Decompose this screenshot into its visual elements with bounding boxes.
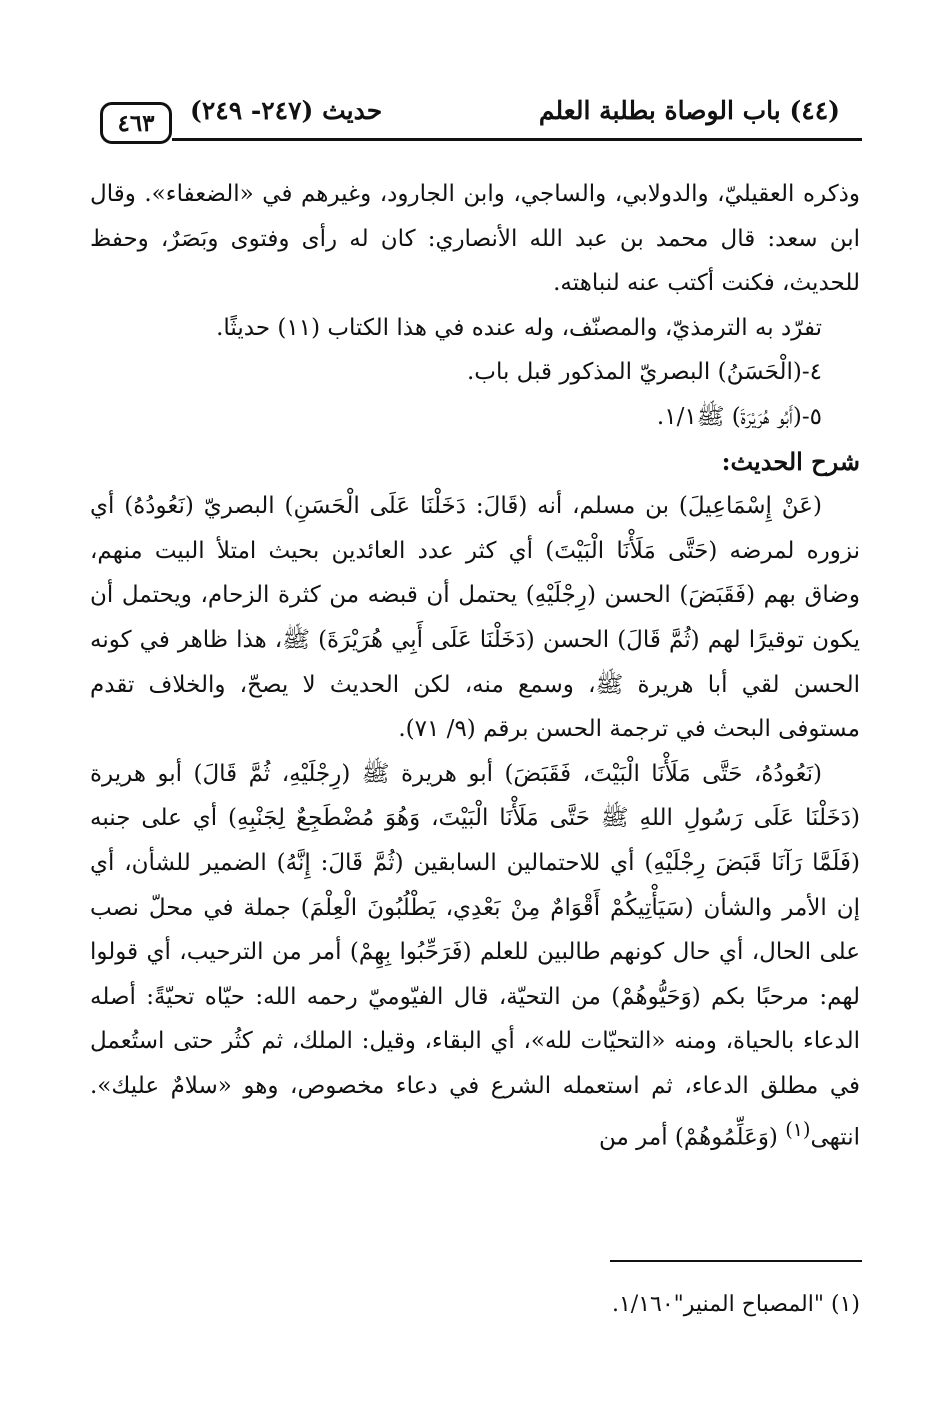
paragraph-6-text: (نَعُودُهُ، حَتَّى مَلَأْنَا الْبَيْتَ، فَقَبَضَ) أبو هريرة ﷺ (رِجْلَيْهِ، ثُمَّ قَالَ) أبو هريرة (دَخَلْنَا عَلَى رَسُولِ اللهِ ﷺ حَتَّى مَلَأْنَا الْبَيْتَ، وَهُوَ مُضْطَجِعٌ لِجَنْبِهِ) أي على جنبه (فَلَمَّا رَآنَا قَبَضَ رِجْلَيْهِ) أي للاحتمالين السابقين (ثُمَّ قَالَ: إِنَّهُ) الضمير للشأن، أي إن الأمر والشأن (سَيَأْتِيكُمْ أَقْوَامٌ مِنْ بَعْدِي، يَطْلُبُونَ الْعِلْمَ) جملة في محلّ نصب على الحال، أي حال كونهم طالبين للعلم (فَرَحِّبُوا بِهِمْ) أمر من الترحيب، أي قولوا لهم: مرحبًا بكم (وَحَيُّوهُمْ) من التحيّة، قال الفيّوميّ رحمه الله: حيّاه تحيّةً: أصله الدعاء بالحياة، ومنه «التحيّات لله»، أي البقاء، وقيل: الملك، ثم كثُر حتى استُعمل في مطلق الدعاء، ثم استعمله الشرع في دعاء مخصوص، وهو «سلامٌ عليك». انتهى — [90, 760, 861, 1152]
footnote-divider — [610, 1260, 862, 1262]
paragraph-6-end: (وَعَلِّمُوهُمْ) أمر من — [599, 1125, 786, 1152]
paragraph-2: تفرّد به الترمذيّ، والمصنّف، وله عنده في هذا الكتاب (١١) حديثًا. — [216, 314, 822, 341]
page-number: ٤٦٣ — [100, 102, 172, 144]
chapter-title: (٤٤) باب الوصاة بطلبة العلم — [538, 96, 840, 125]
main-text — [90, 172, 860, 1161]
paragraph-5: (عَنْ إِسْمَاعِيلَ) بن مسلم، أنه (قَالَ: دَخَلْنَا عَلَى الْحَسَنِ) البصريّ (نَعُودُهُ) أي نزوره لمرضه (حَتَّى مَلَأْنَا الْبَيْتَ) أي كثر عدد العائدين بحيث امتلأ البيت منهم، وضاق بهم (فَقَبَضَ) الحسن (رِجْلَيْهِ) يحتمل أن قبضه من كثرة الزحام، ويحتمل أن يكون توقيرًا لهم (ثُمَّ قَالَ) الحسن (دَخَلْنَا عَلَى أَبِي هُرَيْرَةَ) ﷺ، هذا ظاهر في كونه الحسن لقي أبا هريرة ﷺ، وسمع منه، لكن الحديث لا يصحّ، والخلاف تقدم مستوفى البحث في ترجمة الحسن برقم (٩/ ٧١). — [90, 493, 860, 743]
paragraph-1: وذكره العقيليّ، والدولابي، والساجي، وابن الجارود، وغيرهم في «الضعفاء». وقال ابن سعد: قال محمد بن عبد الله الأنصاري: كان له رأى وفتوى وبَصَرٌ، وحفظ للحديث، فكنت أكتب عنه لنباهته. — [90, 181, 860, 297]
paragraph-3: ٤-(الْحَسَنُ) البصريّ المذكور قبل باب. — [466, 359, 822, 386]
footnote-ref: (١) — [785, 1118, 811, 1142]
footnote: (١) "المصباح المنير"١/١٦٠. — [611, 1292, 860, 1317]
paragraph-6 — [90, 752, 860, 1161]
header-divider — [172, 138, 862, 141]
section-heading: شرح الحديث: — [721, 446, 860, 476]
paragraph-4: ٥-(أَبُو هُرَيْرَةَ) ﷺ١/١. — [656, 403, 822, 430]
hadith-range: حديث (٢٤٧- ٢٤٩) — [190, 96, 383, 125]
